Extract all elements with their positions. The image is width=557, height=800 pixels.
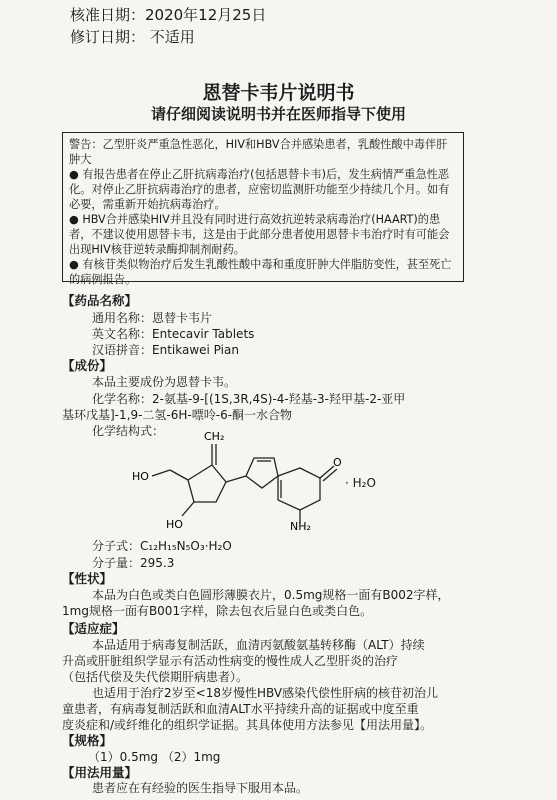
atom-ch2: CH₂ (204, 430, 225, 443)
usage-line1: 患者应在有经验的医生指导下服用本品。 (92, 781, 309, 795)
warning-item-1: ● 有报告患者在停止乙肝抗病毒治疗(包括恩替卡韦)后，发生病情严重急性恶化。对停止乙肝抗病毒治疗的患者，应密切监测肝功能至少持续几个月。如有必要，需重新开始抗病毒治疗。 (69, 168, 450, 211)
generic-name: 通用名称：恩替卡韦片 (92, 311, 213, 325)
indications-line2: 升高或肝脏组织学显示有活动性病变的慢性成人乙型肝炎的治疗 (62, 654, 399, 668)
section-heading-usage: 【用法用量】 (62, 765, 138, 780)
approval-date: 核准日期：2020年12月25日 (70, 6, 267, 24)
atom-o: O (333, 456, 342, 469)
warning-item-2: ● HBV合并感染HIV并且没有同时进行高效抗逆转录病毒治疗(HAART)的患者，不建议使用恩替卡韦，这是由于此部分患者使用恩替卡韦治疗时有可能会出现HIV核苷逆转录酶抑制剂耐药。 (69, 213, 450, 256)
section-heading-indications: 【适应症】 (62, 621, 125, 636)
english-name: 英文名称：Entecavir Tablets (92, 327, 255, 341)
indications-line5: 童患者，有病毒复制活跃和血清ALT水平持续升高的证据或中度至重 (62, 702, 419, 716)
structure-label: 化学结构式： (92, 424, 165, 438)
imidazole-ring (246, 458, 278, 488)
indications-line3: （包括代偿及失代偿期肝病患者）。 (62, 670, 249, 684)
section-heading-description: 【性状】 (62, 571, 113, 586)
atom-ho-2: HO (166, 518, 183, 530)
revision-date: 修订日期： 不适用 (70, 28, 195, 46)
section-heading-spec: 【规格】 (62, 733, 113, 748)
indications-line4: 也适用于治疗2岁至<18岁慢性HBV感染代偿性肝病的核苷初治儿 (92, 686, 439, 700)
indications-line6: 度炎症和/或纤维化的组织学证据。其具体使用方法参见【用法用量】。 (62, 718, 433, 732)
cyclopentane-ring (188, 465, 226, 502)
spec-value: （1）0.5mg （2）1mg (88, 750, 221, 764)
main-ingredient: 本品主要成份为恩替卡韦。 (92, 375, 237, 389)
document-subtitle: 请仔细阅读说明书并在医师指导下使用 (150, 105, 406, 123)
atom-nh2: NH₂ (290, 520, 311, 530)
description-line2: 1mg规格一面有B001字样，除去包衣后显白色或类白色。 (62, 604, 373, 618)
warning-heading: 警告：乙型肝炎严重急性恶化，HIV和HBV合并感染患者，乳酸性酸中毒伴肝肿大 (69, 138, 448, 166)
pyrimidine-ring (278, 468, 320, 510)
hydrate-label: · H₂O (345, 476, 376, 490)
indications-line1: 本品适用于病毒复制活跃，血清丙氨酸氨基转移酶（ALT）持续 (92, 638, 425, 652)
atom-ho-1: HO (132, 470, 149, 483)
molecular-formula: 分子式：C₁₂H₁₅N₅O₃·H₂O (92, 539, 232, 553)
description-line1: 本品为白色或类白色圆形薄膜衣片，0.5mg规格一面有B002字样， (92, 588, 450, 602)
molecular-weight: 分子量：295.3 (92, 556, 175, 570)
warning-box (62, 132, 464, 286)
section-heading-drug-name: 【药品名称】 (62, 293, 138, 308)
chemical-name-line2: 基环戊基]-1,9-二氢-6H-嘌呤-6-酮一水合物 (62, 408, 293, 422)
pinyin-name: 汉语拼音：Entikawei Pian (92, 343, 239, 357)
warning-item-3: ● 有核苷类似物治疗后发生乳酸性酸中毒和重度肝肿大伴脂肪变性，甚至死亡的病例报告。 (69, 258, 452, 286)
chemical-structure (120, 420, 380, 530)
chemical-name-line1: 化学名称：2-氨基-9-[(1S,3R,4S)-4-羟基-3-羟甲基-2-亚甲 (92, 392, 406, 406)
section-heading-composition: 【成份】 (62, 358, 113, 373)
document-title: 恩替卡韦片说明书 (202, 82, 355, 104)
